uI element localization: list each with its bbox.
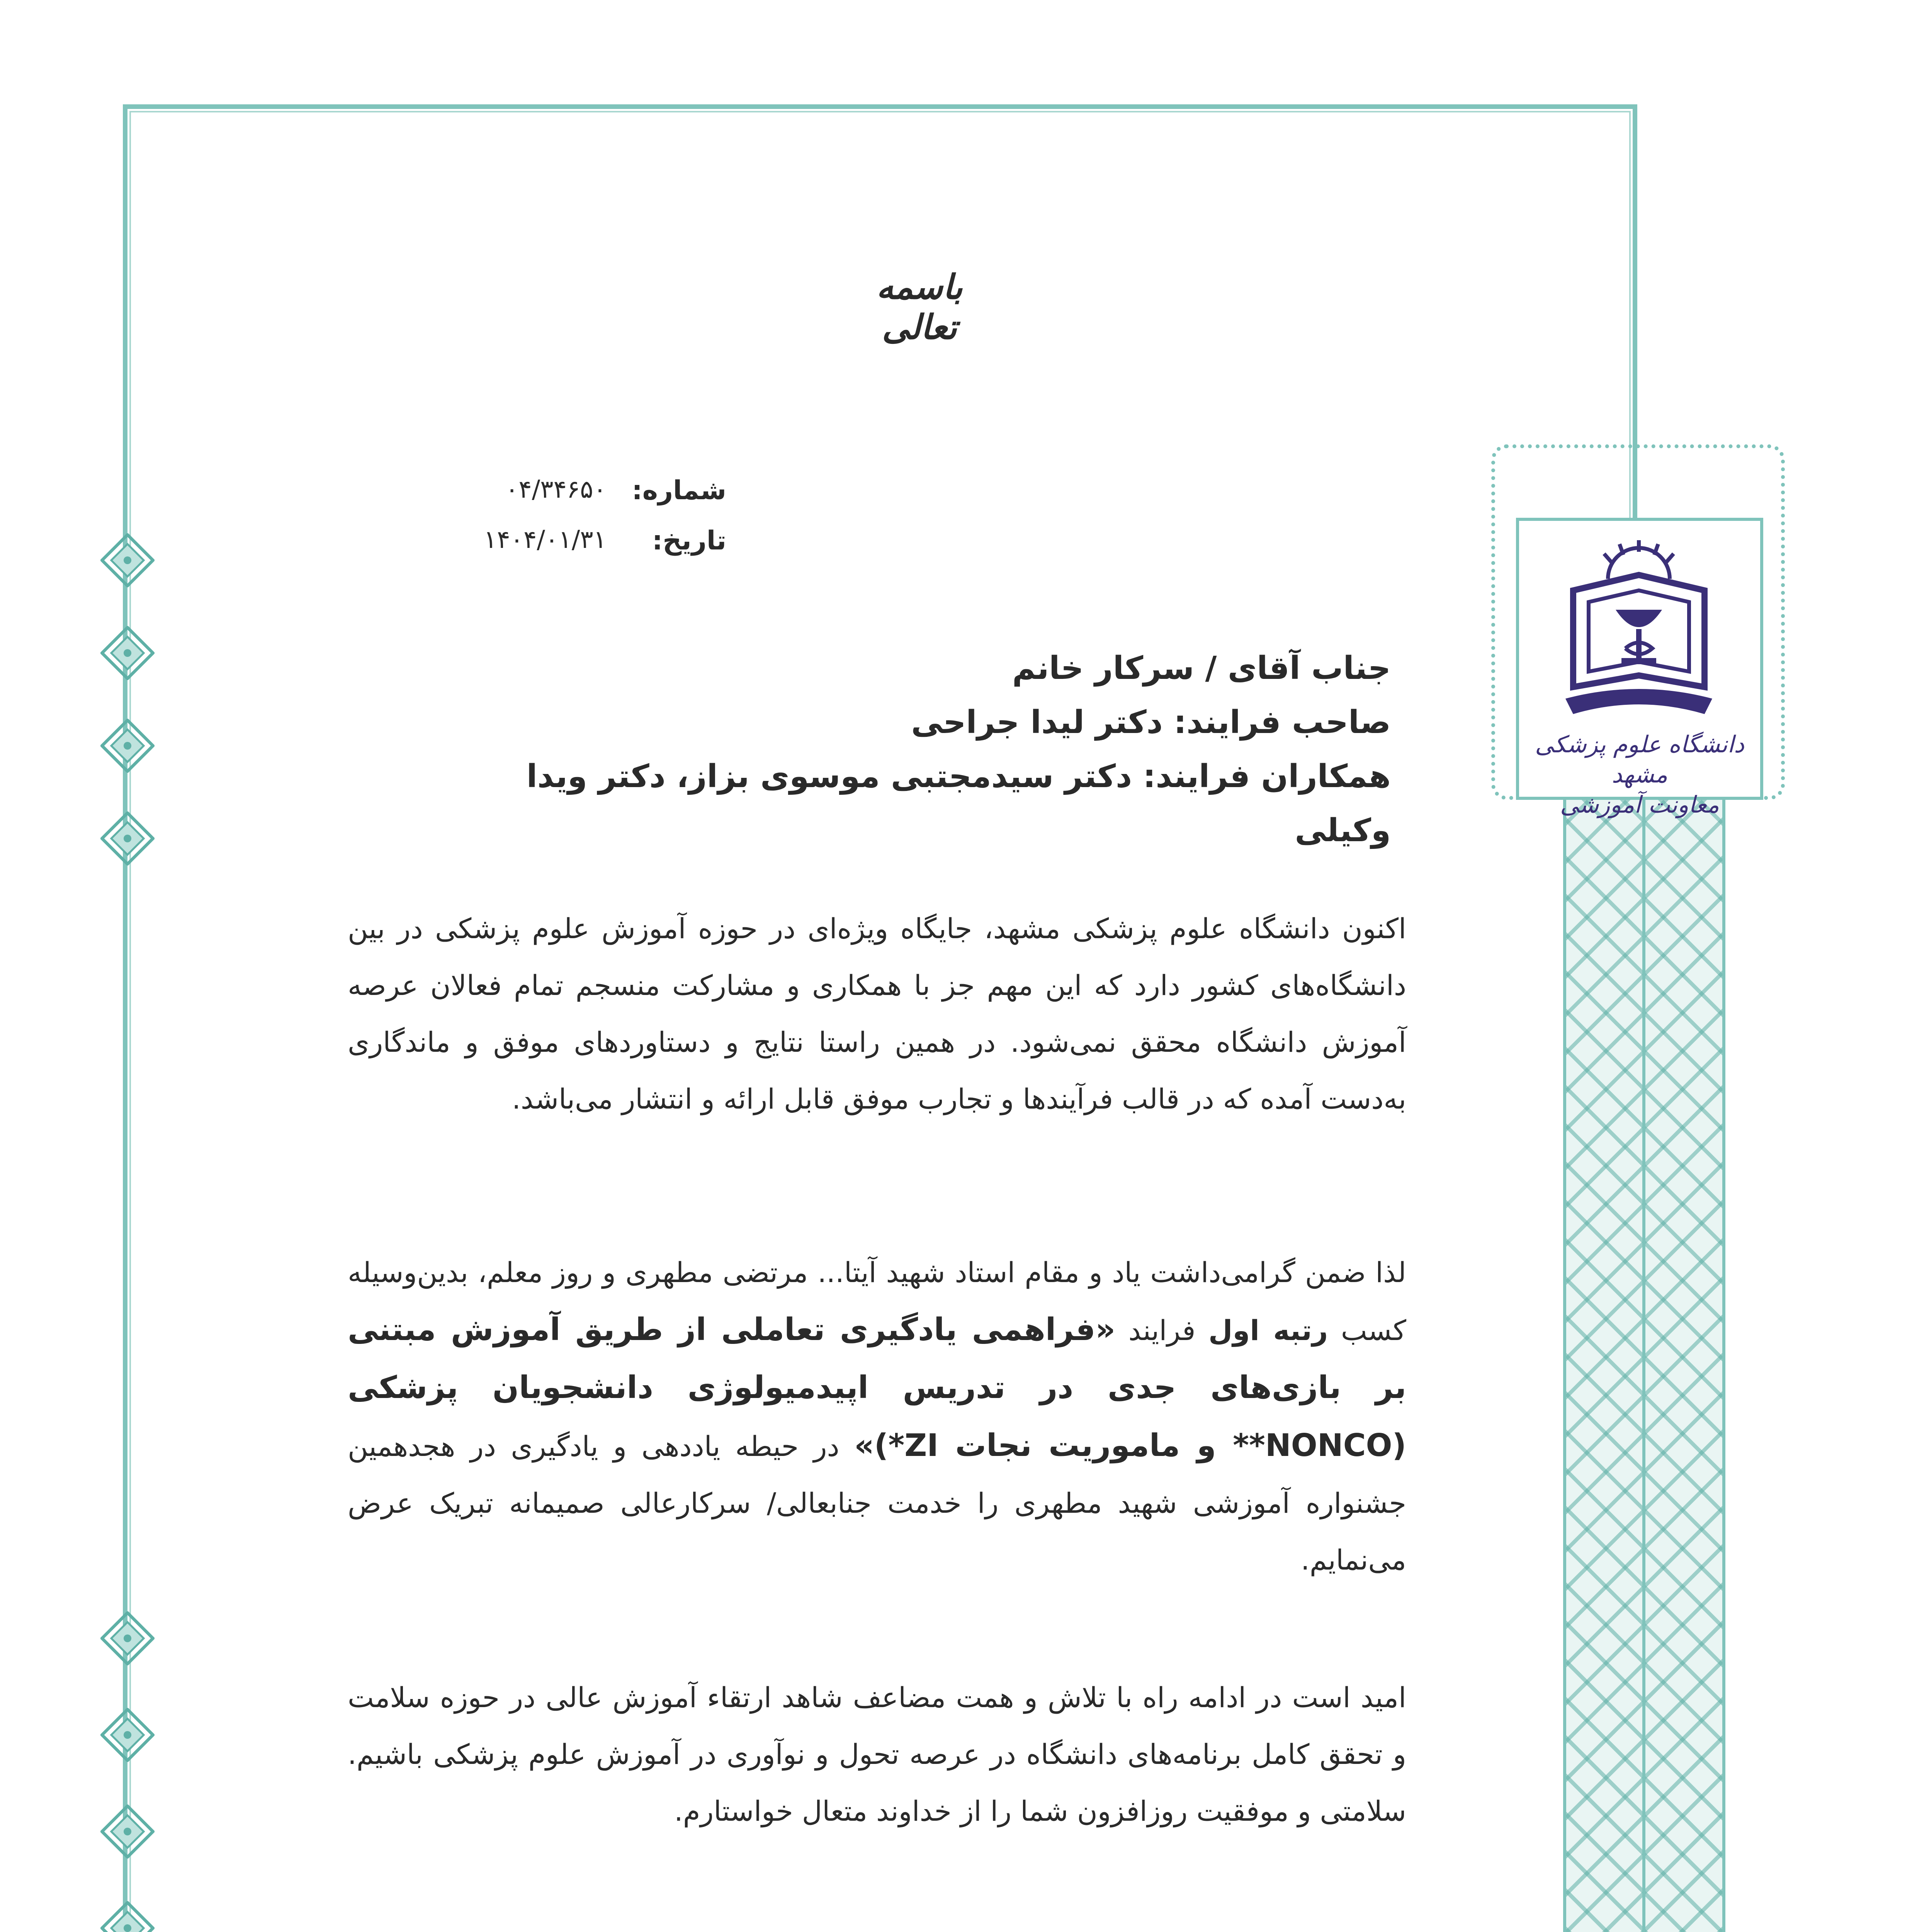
number-label: شماره: xyxy=(632,475,726,506)
paragraph-award xyxy=(348,1244,1406,1588)
logo-wordmark-line2: معاونت آموزشی xyxy=(1560,791,1720,818)
ornament-diamond-icon xyxy=(100,533,155,587)
ornament-diamond-icon xyxy=(100,1901,155,1932)
ornament-diamond-icon xyxy=(100,1804,155,1859)
university-logo xyxy=(1516,518,1763,818)
letter-number: ۰۴/۳۴۶۵۰ xyxy=(505,475,607,504)
letter-date: ۱۴۰۴/۰۱/۳۱ xyxy=(483,526,607,554)
basmala-heading: باسمه تعالی xyxy=(876,267,963,347)
ornament-diamond-icon xyxy=(100,1708,155,1762)
paragraph-award-process: فرایند xyxy=(1128,1314,1196,1347)
paragraph-intro: اکنون دانشگاه علوم پزشکی مشهد، جایگاه ویژه‌ای در حوزه آموزش علوم پزشکی در بین دانشگاه‌های کشور دارد که این مهم جز با همکاری و مشارکت منسجم تمام فعالان عرصه آموزش دانشگاه محقق نمی‌شود. در همین راستا نتایج و دستاوردهای موفق و ماندگاری به‌دست آمده که در قالب فرآیندها و تجارب موفق قابل ارائه و انتشار می‌باشد. xyxy=(348,912,1406,1115)
date-label: تاریخ: xyxy=(652,526,726,556)
ornament-diamond-icon xyxy=(100,811,155,866)
paragraph-award-tail: در حیطه یاددهی و یادگیری در هجدهمین جشنواره آموزشی شهید مطهری را خدمت جنابعالی/ سرکارعالی صمیمانه تبریک عرض می‌نمایم. xyxy=(348,1430,1406,1576)
ornament-diamond-icon xyxy=(100,719,155,773)
process-collaborators: همکاران فرایند: دکتر سیدمجتبی موسوی بزاز، دکتر ویدا وکیلی xyxy=(526,758,1391,849)
decorative-strip-divider xyxy=(1642,800,1645,1932)
award-rank: رتبه اول xyxy=(1208,1314,1328,1347)
process-title: «فراهمی یادگیری تعاملی از طریق آموزش مبتنی بر بازی‌های جدی در تدریس اپیدمیولوژی دانشجویان پزشکی (NONCO** و ماموریت نجات ZI*)» xyxy=(348,1311,1407,1463)
university-emblem-icon xyxy=(1542,532,1735,726)
process-owner: صاحب فرایند: دکتر لیدا جراحی xyxy=(911,704,1391,741)
logo-wordmark-line1: دانشگاه علوم پزشکی مشهد xyxy=(1535,731,1744,788)
ornament-diamond-icon xyxy=(100,626,155,680)
salutation: جناب آقای / سرکار خانم xyxy=(1012,650,1391,687)
logo-wordmark xyxy=(1519,730,1760,820)
ornament-diamond-icon xyxy=(100,1611,155,1665)
paragraph-closing: امید است در ادامه راه با تلاش و همت مضاعف شاهد ارتقاء آموزش عالی در حوزه سلامت و تحقق کامل برنامه‌های دانشگاه در عرصه تحول و نوآوری در آموزش علوم پزشکی باشیم. سلامتی و موفقیت روزافزون شما را از خداوند متعال خواستارم. xyxy=(348,1681,1406,1827)
paragraph-award-lead: لذا ضمن گرامی‌داشت یاد و مقام استاد شهید آیتا... مرتضی مطهری و روز معلم، بدین‌وسیله کسب xyxy=(348,1256,1407,1347)
